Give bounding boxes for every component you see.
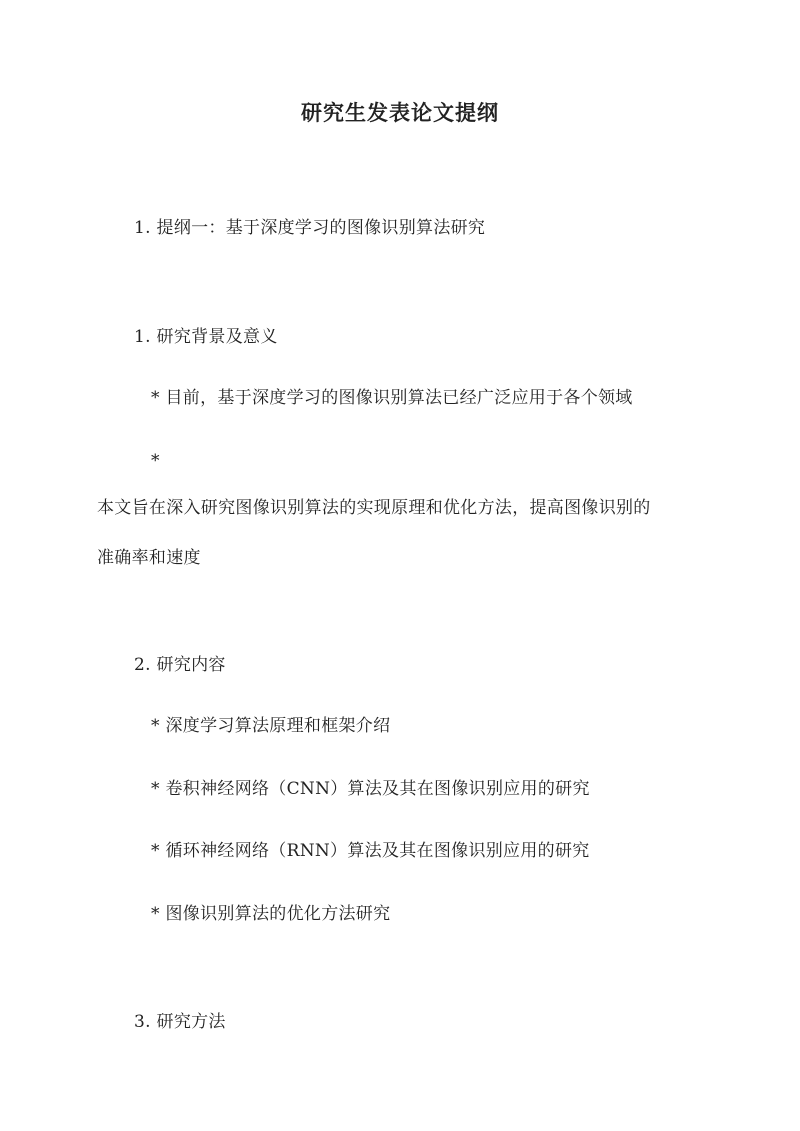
section-heading-background: 1. 研究背景及意义 xyxy=(134,327,278,347)
bullet-item: * 卷积神经网络（CNN）算法及其在图像识别应用的研究 xyxy=(151,779,590,799)
bullet-item: * 循环神经网络（RNN）算法及其在图像识别应用的研究 xyxy=(151,841,590,861)
bullet-item: * 图像识别算法的优化方法研究 xyxy=(151,904,391,924)
bullet-item: * 目前，基于深度学习的图像识别算法已经广泛应用于各个领域 xyxy=(151,388,633,408)
paragraph-line: 本文旨在深入研究图像识别算法的实现原理和优化方法，提高图像识别的 xyxy=(97,498,651,518)
paragraph-line: 准确率和速度 xyxy=(97,548,201,568)
bullet-marker: * xyxy=(151,451,160,471)
outline-heading: 1. 提纲一：基于深度学习的图像识别算法研究 xyxy=(134,218,486,238)
bullet-item: * 深度学习算法原理和框架介绍 xyxy=(151,716,391,736)
section-heading-method: 3. 研究方法 xyxy=(134,1012,226,1032)
document-title: 研究生发表论文提纲 xyxy=(301,100,499,125)
section-heading-content: 2. 研究内容 xyxy=(134,655,226,675)
